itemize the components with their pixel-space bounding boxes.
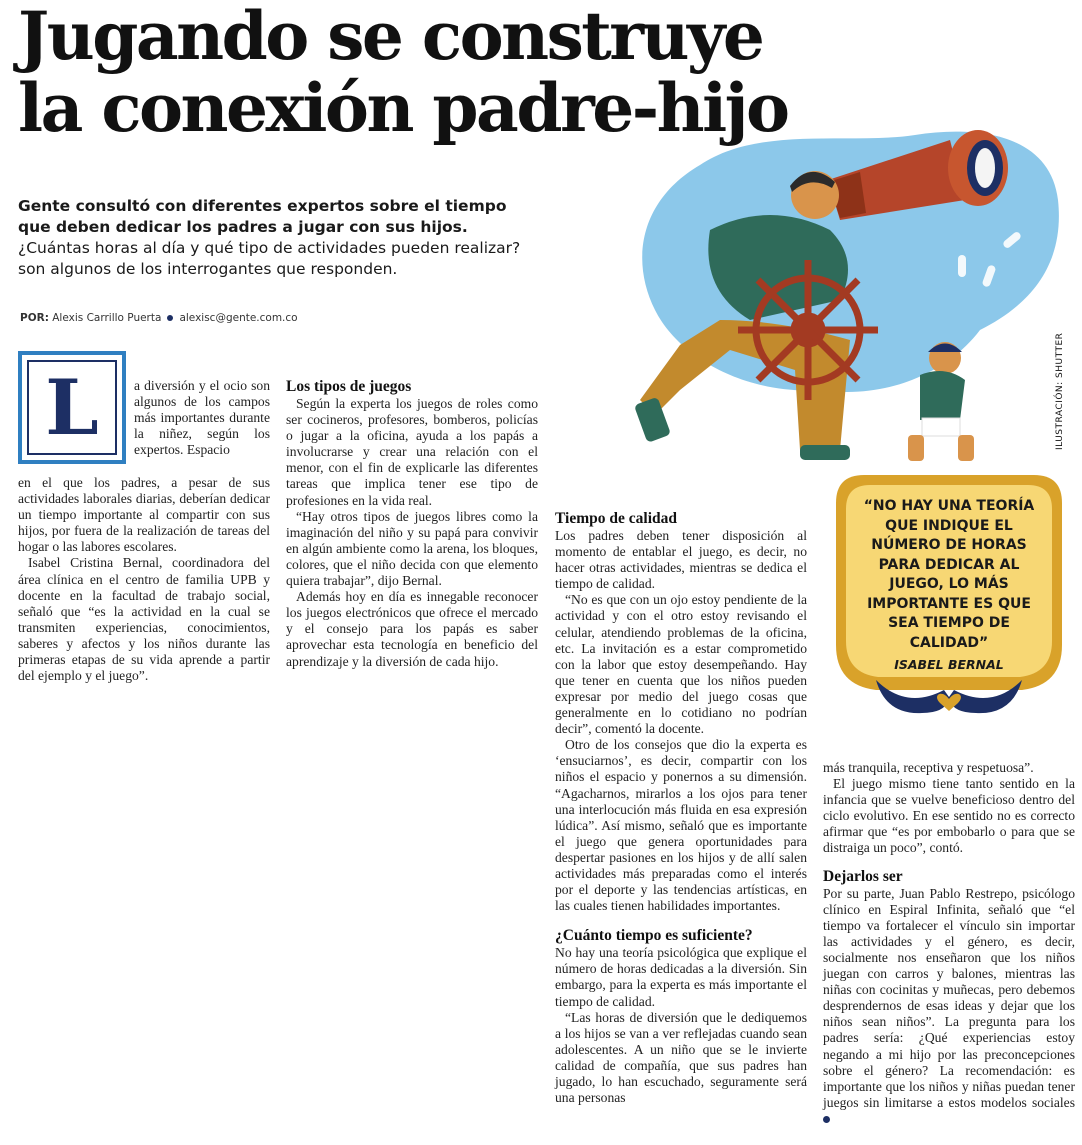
col2-para-1: Según la experta los juegos de roles como ser cocineros, profesores, bomberos, policías o jugar a la oficina, ayuda a los papás a involucrarse y crear una relación con el menor, con el fin de explicarle las diferentes tareas que implica tener ese tipo de profesiones en la vida real.	[286, 396, 538, 508]
byline-email[interactable]: alexisc@gente.com.co	[179, 312, 298, 324]
ship-wheel-icon	[738, 260, 878, 400]
col1-para-2: Isabel Cristina Bernal, coordinadora del área clínica en el centro de familia UPB y docente en la facultad de trabajo social, señaló que “es la actividad en la cual se transmiten experiencias, conocimientos, saberes y afectos y los niños durante las primeras etapas de su vida aprende a partir del ejemplo y el juego”.	[18, 555, 270, 684]
col2-para-2: “Hay otros tipos de juegos libres como la imaginación del niño y su papá para convivir en algún ambiente como la arena, los bloques, colores, que el niño decida con que elemento quiera trabajar”, dijo Bernal.	[286, 508, 538, 589]
col3-para-5: “Las horas de diversión que le dediquemos a los hijos se van a ver reflejadas cuando sean adolescentes. A un niño que se le invierte calidad de compañía, que sus padres han jugado, lo han escuchado, seguramente será una personas	[555, 1009, 807, 1106]
col3-heading-2: ¿Cuánto tiempo es suficiente?	[555, 927, 753, 945]
column-4	[823, 760, 1075, 1127]
quote-text: “NO HAY UNA TEORÍA QUE INDIQUE EL NÚMERO DE HORAS PARA DEDICAR AL JUEGO, LO MÁS IMPORTANTE ES QUE SEA TIEMPO DE CALIDAD”	[863, 498, 1035, 651]
photo-credit: ILUSTRACIÓN: SHUTTER	[1055, 332, 1065, 450]
end-mark-icon	[823, 1116, 830, 1123]
illustration	[560, 90, 1065, 475]
column-1	[18, 475, 270, 684]
col3-heading-1: Tiempo de calidad	[555, 510, 678, 527]
col3-para-2: “No es que con un ojo estoy pendiente de la actividad y con el otro estoy revisando el celular, atendiendo problemas de la oficina, etc. La invitación es a estar comprometido con la labor que estoy desempeñando. Hay que tener en cuenta que los niños pueden expresar por medio del juego cosas que generalmente en lo cotidiano no podrían decir”, comentó la docente.	[555, 592, 807, 737]
col1-para-1-top: a diversión y el ocio son algunos de los campos más importantes durante la niñez, según los expertos. Espacio	[134, 378, 270, 458]
byline-label: POR:	[20, 312, 49, 324]
lead-bold: Gente consultó con diferentes expertos sobre el tiempo que deben dedicar los padres a jugar con sus hijos.	[18, 197, 507, 236]
drop-cap-box	[18, 351, 126, 464]
col4-para-3: Por su parte, Juan Pablo Restrepo, psicólogo clínico en Espiral Infinita, señaló que “el tiempo va fortalecer el vínculo sin importar las actividades y el género, es decir, socialmente nos enseñaron que los niños juegan con carros y balones, mientras las niñas con cocinitas y muñecas, pero debemos desprendernos de esas ideas y dejar que los niños sean niños”. La pregunta para los padres sería: ¿Qué experiencias estoy negando a mi hijo por las preconcepciones sobre el género? La recomendación: es importante que los niños y niñas puedan tener juegos sin limitarse a estos modelos sociales	[823, 886, 1075, 1127]
column-2	[286, 377, 538, 670]
col2-heading: Los tipos de juegos	[286, 378, 412, 395]
lead-normal: ¿Cuántas horas al día y qué tipo de actividades pueden realizar? son algunos de los interrogantes que responden.	[18, 239, 521, 278]
col1-para-1-rest: en el que los padres, a pesar de sus actividades laborales diarias, deberían dedicar un tiempo importante al compartir con sus hijos, por fuera de la realización de tareas del hogar o las labores escolares.	[18, 475, 270, 555]
col3-para-3: Otro de los consejos que dio la experta es ‘ensuciarnos’, es decir, compartir con los niños el espacio y ponernos a su dimensión. “Agacharnos, mirarlos a los ojos para tener una interlocución más fluida en esa expresión lúdica”. Así mismo, señaló que es importante el juego que genera oportunidades para despertar pasiones en los hijos y de allí salen actividades más preparadas como el interés por el deporte y las tendencias artísticas, en las cuales tienen habilidades importantes.	[555, 737, 807, 914]
col4-para-2: El juego mismo tiene tanto sentido en la infancia que se vuelve beneficioso dentro del ciclo evolutivo. En ese sentido no es correcto afirmar que “es por embobarlo o para que se distraiga un poco”, contó.	[823, 776, 1075, 856]
col4-para-1: más tranquila, receptiva y respetuosa”.	[823, 760, 1034, 775]
col1-wrap-top	[134, 378, 270, 458]
quote-author: ISABEL BERNAL	[894, 657, 1004, 672]
quote-body	[854, 497, 1044, 675]
column-3	[555, 509, 807, 1106]
byline	[20, 312, 298, 324]
drop-cap-letter: L	[27, 360, 117, 455]
byline-dot-icon	[167, 315, 173, 321]
col3-para-1: Los padres deben tener disposición al momento de entablar el juego, es decir, no hacer otras actividades, mientras se dedica el tiempo de calidad.	[555, 528, 807, 592]
byline-author: Alexis Carrillo Puerta	[52, 312, 162, 324]
col4-heading: Dejarlos ser	[823, 867, 903, 885]
lead-paragraph	[18, 196, 538, 280]
headline-line-1: Jugando se construye	[18, 0, 763, 75]
headline-line-2: la conexión padre-hijo	[18, 69, 788, 147]
pull-quote	[836, 475, 1062, 725]
col2-para-3: Además hoy en día es innegable reconocer los juegos electrónicos que ofrece el mercado y el consejo para los papás es saber aprovechar esta tecnología en beneficio del aprendizaje y la diversión de cada hijo.	[286, 589, 538, 669]
col3-para-4: No hay una teoría psicológica que explique el número de horas dedicadas a la diversión. Sin embargo, para la experta es más importante el tiempo de calidad.	[555, 945, 807, 1009]
